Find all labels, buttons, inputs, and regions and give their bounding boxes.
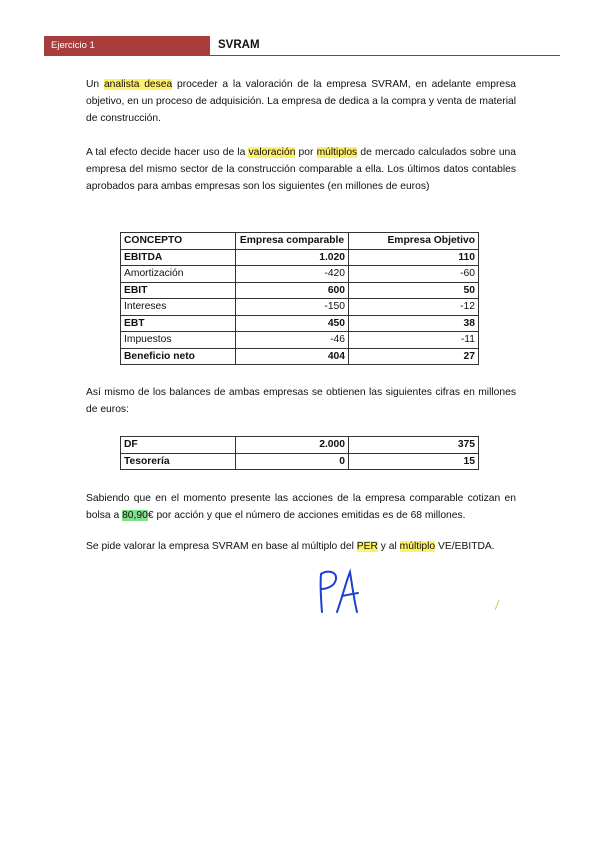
column-header: Empresa comparable (236, 233, 349, 250)
exercise-tab: Ejercicio 1 (44, 36, 210, 56)
handwritten-signature (312, 568, 368, 616)
table-row: Amortización -420 -60 (121, 266, 479, 283)
highlight: analista desea (103, 79, 173, 90)
highlight: valoración (248, 147, 296, 158)
share-price-paragraph: Sabiendo que en el momento presente las acciones de la empresa comparable cotizan en bolsa a 80,90€ por acción y que el número de acciones emitidas es de 68 millones. (86, 493, 516, 521)
table-row: Impuestos -46 -11 (121, 332, 479, 349)
highlight: PER (356, 541, 378, 552)
table-row: Intereses -150 -12 (121, 299, 479, 316)
table-row: Tesorería 0 15 (121, 453, 479, 470)
intro-paragraph: Un analista desea proceder a la valoración de la empresa SVRAM, en adelante empresa objetivo, en un proceso de adquisición. La empresa de dedica a la compra y venta de material de construcción. (86, 79, 516, 124)
highlight: 80,90 (122, 510, 148, 521)
document-title: SVRAM (218, 39, 260, 51)
column-header: Empresa Objetivo (349, 233, 479, 250)
column-header: CONCEPTO (121, 233, 236, 250)
method-paragraph: A tal efecto decide hacer uso de la valoración por múltiplos de mercado calculados sobre una empresa del mismo sector de la construcción comparable a ella. Los últimos datos contables aprobados para ambas empresas son los siguientes (en millones de euros) (86, 147, 516, 192)
table-row: EBT 450 38 (121, 315, 479, 332)
table-row: EBITDA 1.020 110 (121, 249, 479, 266)
balance-paragraph: Así mismo de los balances de ambas empresas se obtienen las siguientes cifras en millones de euros: (86, 387, 516, 415)
page-header (44, 36, 560, 56)
highlight: múltiplos (316, 147, 358, 158)
table-row: EBIT 600 50 (121, 282, 479, 299)
balance-table (120, 436, 479, 470)
pen-mark (492, 598, 502, 612)
highlight: múltiplo (399, 541, 436, 552)
table-row: DF 2.000 375 (121, 437, 479, 454)
income-table (120, 232, 479, 365)
table-row: Beneficio neto 404 27 (121, 348, 479, 365)
table-header-row (121, 233, 479, 250)
header-rule (210, 55, 560, 56)
task-paragraph: Se pide valorar la empresa SVRAM en base al múltiplo del PER y al múltiplo VE/EBITDA. (86, 541, 495, 552)
